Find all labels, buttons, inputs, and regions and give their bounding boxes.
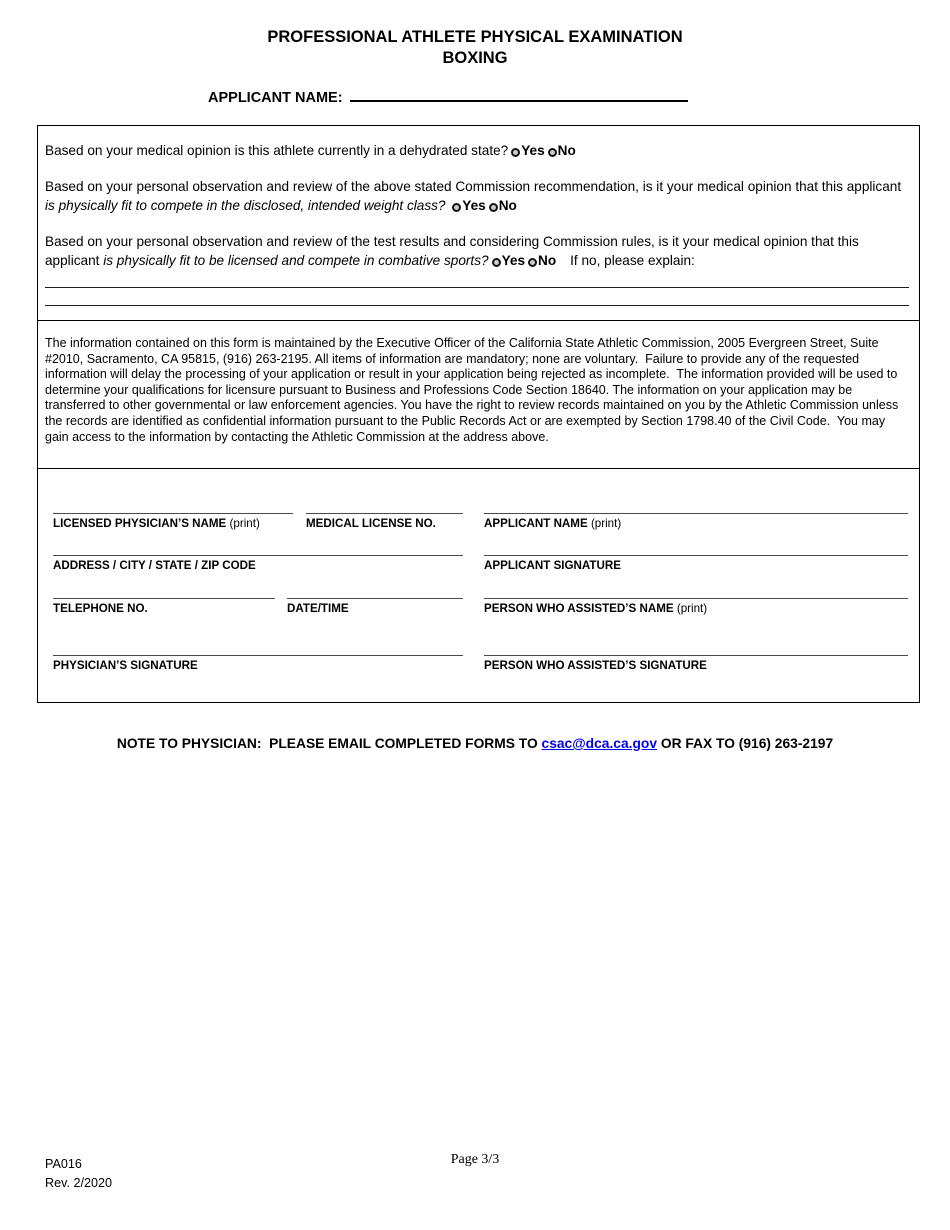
email-link[interactable]: csac@dca.ca.gov bbox=[541, 735, 657, 751]
telephone-label: TELEPHONE NO. bbox=[53, 602, 148, 615]
applicant-name-print-label: APPLICANT NAME (print) bbox=[484, 517, 622, 530]
note-to-physician bbox=[0, 736, 950, 751]
field-address bbox=[53, 555, 463, 572]
field-applicant-signature bbox=[484, 555, 908, 572]
form-number: PA016 bbox=[45, 1157, 82, 1171]
question-2-italic-text: is physically fit to compete in the disclosed, intended weight class? bbox=[45, 198, 450, 213]
field-physician-signature bbox=[53, 655, 463, 672]
print-suffix: (print) bbox=[590, 517, 622, 530]
privacy-notice-text: The information contained on this form is maintained by the Executive Officer of the California State Athletic Commission, 2005 Evergreen Street, Suite #2010, Sacramento, CA 95815, (916) 263-2195. All items of information are mandatory; none are voluntary. Failure to provide any of the requested information will delay the processing of your application or result in your application being rejected as incomplete. The information provided will be used to determine your qualifications for licensure pursuant to Business and Professions Code Section 18640. The information on your application may be transferred to other governmental or law enforcement agencies. You have the right to review records maintained on you by the Athletic Commission unless the records are identified as confidential information pursuant to the Public Records Act or are exempted by Section 1798.40 of the Civil Code. You may gain access to the information by contacting the Athletic Commission at the address above. bbox=[45, 336, 902, 444]
print-suffix: (print) bbox=[229, 517, 260, 530]
questions-section bbox=[38, 126, 919, 321]
form-title: PROFESSIONAL ATHLETE PHYSICAL EXAMINATION bbox=[267, 28, 683, 46]
question-2-text: Based on your personal observation and review of the above stated Commission recommendation, is it your medical opinion that this applicant bbox=[45, 179, 902, 194]
note-prefix-text: NOTE TO PHYSICIAN: PLEASE EMAIL COMPLETED FORMS TO bbox=[116, 735, 542, 751]
question-1-text: Based on your medical opinion is this athlete currently in a dehydrated state? bbox=[45, 143, 509, 158]
question-weight-class-fitness bbox=[45, 177, 910, 215]
q1-no-label: No bbox=[557, 143, 576, 158]
field-licensed-physician-name bbox=[53, 513, 293, 530]
question-3-text: Based on your personal observation and review of the test results and considering Commission rules, is it your medical opinion that this applicant bbox=[45, 234, 859, 268]
q2-no-label: No bbox=[498, 198, 517, 213]
q3-no-label: No bbox=[538, 253, 557, 268]
applicant-signature-label: APPLICANT SIGNATURE bbox=[484, 559, 621, 572]
address-label: ADDRESS / CITY / STATE / ZIP CODE bbox=[53, 559, 256, 572]
assistant-signature-label: PERSON WHO ASSISTED’S SIGNATURE bbox=[484, 659, 707, 672]
print-suffix: (print) bbox=[676, 602, 708, 615]
medical-license-label: MEDICAL LICENSE NO. bbox=[306, 517, 436, 530]
field-medical-license-no bbox=[306, 513, 463, 530]
explanation-input-line-2[interactable] bbox=[45, 288, 909, 306]
question-license-fitness bbox=[45, 232, 910, 270]
q1-yes-radio-button[interactable] bbox=[511, 148, 520, 157]
physician-signature-label: PHYSICIAN’S SIGNATURE bbox=[53, 659, 198, 672]
field-telephone bbox=[53, 598, 275, 615]
q2-no-radio-button[interactable] bbox=[489, 203, 498, 212]
q2-yes-radio-button[interactable] bbox=[452, 203, 461, 212]
question-dehydrated-state bbox=[45, 141, 910, 160]
if-no-explain-label: If no, please explain: bbox=[570, 253, 695, 268]
q3-yes-label: Yes bbox=[501, 253, 525, 268]
date-time-label: DATE/TIME bbox=[287, 602, 349, 615]
question-3-italic-text: is physically fit to be licensed and compete in combative sports? bbox=[103, 253, 489, 268]
applicant-name-row bbox=[208, 88, 688, 106]
q1-yes-label: Yes bbox=[521, 143, 545, 158]
signature-section bbox=[38, 469, 919, 701]
q2-yes-label: Yes bbox=[462, 198, 486, 213]
privacy-notice-section bbox=[38, 321, 919, 469]
assistant-name-label: PERSON WHO ASSISTED’S NAME (print) bbox=[484, 602, 708, 615]
field-applicant-name-print bbox=[484, 513, 908, 530]
applicant-name-input-line[interactable] bbox=[350, 88, 688, 102]
field-date-time bbox=[287, 598, 463, 615]
q3-no-radio-button[interactable] bbox=[528, 258, 537, 267]
page-number: Page 3/3 bbox=[450, 1152, 500, 1167]
field-assistant-signature bbox=[484, 655, 908, 672]
physician-name-label: LICENSED PHYSICIAN’S NAME (print) bbox=[53, 517, 260, 530]
form-revision: Rev. 2/2020 bbox=[45, 1176, 112, 1190]
q1-no-radio-button[interactable] bbox=[548, 148, 557, 157]
q3-yes-radio-button[interactable] bbox=[492, 258, 501, 267]
form-header bbox=[0, 27, 950, 69]
note-suffix-text: OR FAX TO (916) 263-2197 bbox=[657, 735, 834, 751]
explanation-input-line-1[interactable] bbox=[45, 270, 909, 288]
form-body-box bbox=[37, 125, 920, 703]
form-subtitle: BOXING bbox=[442, 49, 508, 67]
field-assistant-name bbox=[484, 598, 908, 615]
applicant-name-label: APPLICANT NAME: bbox=[208, 90, 343, 106]
